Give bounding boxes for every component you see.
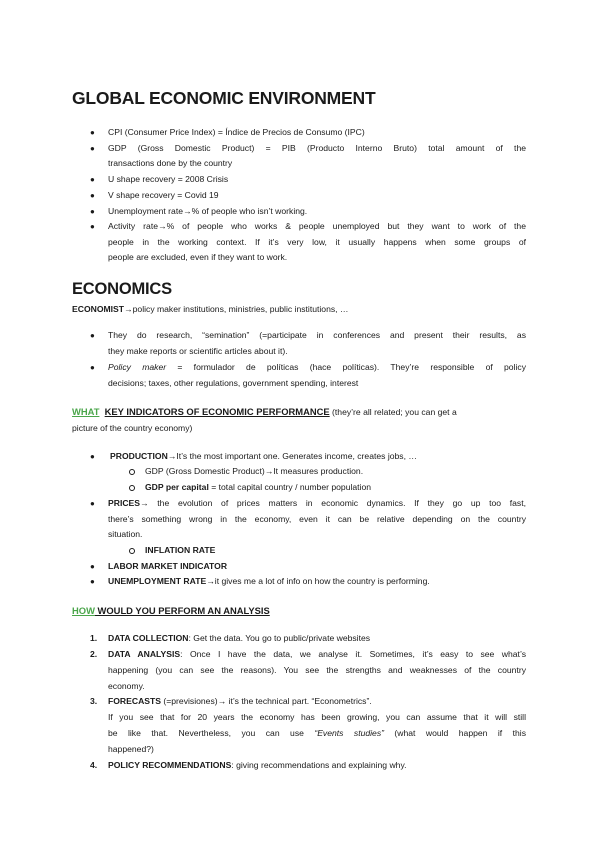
list-number: 4. — [90, 760, 98, 770]
prices-line-cont: there’s something wrong in the economy, even it can be relative depending on the country — [108, 514, 526, 524]
intro-bullet-4: V shape recovery = Covid 19 — [108, 190, 219, 200]
economist-line: ECONOMIST→policy maker institutions, ministries, public institutions, … — [72, 304, 349, 314]
unemployment-line: UNEMPLOYMENT RATE→it gives me a lot of info on how the country is performing. — [108, 576, 430, 586]
intro-bullet-1: CPI (Consumer Price Index) = Índice de Precios de Consumo (IPC) — [108, 127, 365, 137]
intro-bullet-2: GDP (Gross Domestic Product) = PIB (Producto Interno Bruto) total amount of the — [108, 143, 526, 153]
analysis-heading: HOW WOULD YOU PERFORM AN ANALYSIS — [72, 605, 270, 616]
bullet-dot: ● — [90, 363, 95, 372]
page-title: GLOBAL ECONOMIC ENVIRONMENT — [72, 88, 376, 108]
indicators-heading: WHAT KEY INDICATORS OF ECONOMIC PERFORMANCE (they’re all related; you can get a — [72, 406, 457, 417]
intro-bullet-2-cont: transactions done by the country — [108, 158, 233, 168]
intro-bullet-6-cont: people are excluded, even if they want to work. — [108, 252, 288, 262]
analysis-item-4: POLICY RECOMMENDATIONS: giving recommendations and explaining why. — [108, 760, 407, 770]
analysis-item-3-cont: be like that. Nevertheless, you can use “Events studies” (what would happen if this — [108, 728, 526, 738]
economics-bullet-1-cont: they make reports or scientific articles about it). — [108, 346, 288, 356]
prices-line-cont: situation. — [108, 529, 143, 539]
list-number: 2. — [90, 649, 98, 659]
bullet-dot: ● — [90, 499, 95, 508]
economics-bullet-1: They do research, “semination” (=participate in conferences and present their results, as — [108, 330, 526, 340]
intro-bullet-5: Unemployment rate→% of people who isn’t working. — [108, 206, 308, 216]
production-line: PRODUCTION→It’s the most important one. Generates income, creates jobs, … — [110, 451, 417, 461]
analysis-item-2-cont: happening (you can see the reasons). You see the strengths and weaknesses of the country — [108, 665, 526, 675]
gdp-line: GDP (Gross Domestic Product)→It measures production. — [145, 466, 364, 476]
sub-bullet-circle — [129, 469, 135, 475]
analysis-item-2: DATA ANALYSIS: Once I have the data, we analyse it. Sometimes, it’s easy to see what’s — [108, 649, 526, 659]
bullet-dot: ● — [90, 175, 95, 184]
gdp-per-capita-line: GDP per capital = total capital country / number population — [145, 482, 372, 492]
bullet-dot: ● — [90, 222, 95, 231]
bullet-dot: ● — [90, 562, 95, 571]
analysis-item-2-cont: economy. — [108, 681, 145, 691]
bullet-dot: ● — [90, 128, 95, 137]
sub-bullet-circle — [129, 548, 135, 554]
analysis-item-3-cont: If you see that for 20 years the economy has been growing, you can assume that it will still — [108, 712, 526, 722]
bullet-dot: ● — [90, 191, 95, 200]
intro-bullet-6: Activity rate→% of people who works & people unemployed but they want to work of the — [108, 221, 526, 231]
bullet-dot: ● — [90, 207, 95, 216]
bullet-dot: ● — [90, 331, 95, 340]
list-number: 3. — [90, 696, 98, 706]
inflation-rate: INFLATION RATE — [145, 545, 216, 555]
intro-bullet-6-cont: people in the working context. If it’s very low, it usually happens when some groups of — [108, 237, 526, 247]
economics-bullet-2: Policy maker = formulador de políticas (hace políticas). They’re responsible of policy — [108, 362, 527, 372]
analysis-item-3-cont: happened?) — [108, 744, 154, 754]
analysis-item-3: FORECASTS (=previsiones)→ it’s the technical part. “Econometrics”. — [108, 696, 372, 706]
section-heading-economics: ECONOMICS — [72, 280, 172, 298]
bullet-dot: ● — [90, 452, 95, 461]
sub-bullet-circle — [129, 485, 135, 491]
bullet-dot: ● — [90, 577, 95, 586]
economics-bullet-2-cont: decisions; taxes, other regulations, government spending, interest — [108, 378, 359, 388]
bullet-dot: ● — [90, 144, 95, 153]
list-number: 1. — [90, 633, 98, 643]
indicators-note-cont: picture of the country economy) — [72, 423, 193, 433]
intro-bullet-3: U shape recovery = 2008 Crisis — [108, 174, 229, 184]
prices-line: PRICES→ the evolution of prices matters in economic dynamics. If they go up too fast, — [108, 498, 526, 508]
analysis-item-1: DATA COLLECTION: Get the data. You go to public/private websites — [108, 633, 371, 643]
labor-market-indicator: LABOR MARKET INDICATOR — [108, 561, 228, 571]
